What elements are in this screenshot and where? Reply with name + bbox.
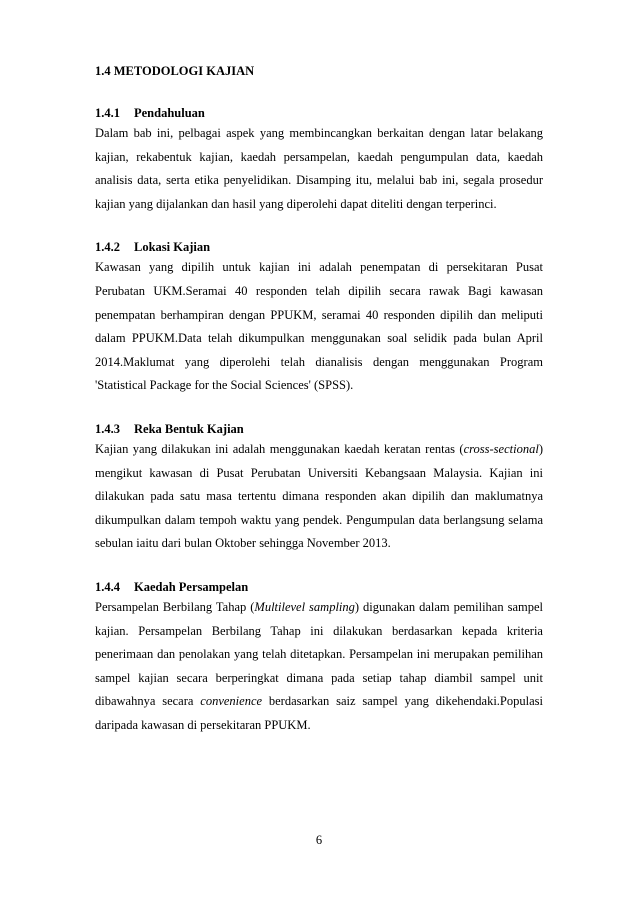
section-heading [95, 104, 543, 122]
section-heading [95, 578, 543, 596]
section-number: 1.4.3 [95, 421, 120, 436]
section-number: 1.4.2 [95, 240, 120, 255]
section-heading [95, 238, 543, 256]
paragraph-text: ) mengikut kawasan di Pusat Perubatan Universiti Kebangsaan Malaysia. Kajian ini dilakukan pada satu masa tertentu dimana responden akan dipilih dan maklumatnya dikumpulkan dalam tempoh waktu yang pendek. Pengumpulan data berlangsung selama sebulan iaitu dari bulan Oktober sehingga November 2013. [95, 441, 543, 551]
section-paragraph [95, 438, 543, 556]
section-paragraph [95, 596, 543, 738]
section-reka-bentuk-kajian [95, 420, 543, 556]
section-number: 1.4.4 [95, 579, 120, 594]
paragraph-text: berdasarkan saiz sampel yang dikehendaki.Populasi daripada kawasan di persekitaran PPUKM. [95, 694, 543, 732]
section-title: Kaedah Persampelan [134, 579, 249, 594]
section-lokasi-kajian [95, 238, 543, 398]
section-pendahuluan [95, 104, 543, 216]
section-title: Pendahuluan [134, 106, 205, 120]
chapter-heading: 1.4 METODOLOGI KAJIAN [95, 64, 255, 78]
paragraph-text: Persampelan Berbilang Tahap ( [95, 599, 255, 614]
section-number: 1.4.1 [95, 106, 120, 120]
section-kaedah-persampelan [95, 578, 543, 738]
section-title: Lokasi Kajian [134, 240, 211, 255]
paragraph-text: Kajian yang dilakukan ini adalah menggunakan kaedah keratan rentas ( [95, 441, 464, 456]
paragraph-italic-term: convenience [200, 694, 263, 709]
section-paragraph: Kawasan yang dipilih untuk kajian ini adalah penempatan di persekitaran Pusat Perubatan UKM.Seramai 40 responden telah dipilih secara rawak Bagi kawasan penempatan berhampiran dengan PPUKM, seramai 40 responden dipilih dan meliputi dalam PPUKM.Data telah dikumpulkan menggunakan soal selidik pada bulan April 2014.Maklumat yang diperolehi telah dianalisis dengan menggunakan Program 'Statistical Package for the Social Sciences' (SPSS). [95, 260, 543, 393]
section-heading [95, 420, 543, 438]
page-number: 6 [315, 833, 323, 847]
paragraph-text: ) digunakan dalam pemilihan sampel kajian. Persampelan Berbilang Tahap ini dilakukan berdasarkan kepada kriteria penerimaan dan penolakan yang telah ditetapkan. Persampelan ini merupakan pemilihan sampel kajian secara berperingkat dimana pada setiap tahap diambil sampel unit dibawahnya secara [95, 599, 543, 709]
paragraph-italic-term: Multilevel sampling [254, 599, 355, 614]
section-title: Reka Bentuk Kajian [134, 421, 244, 436]
paragraph-italic-term: cross-sectional [463, 441, 539, 456]
section-paragraph: Dalam bab ini, pelbagai aspek yang membincangkan berkaitan dengan latar belakang kajian, rekabentuk kajian, kaedah persampelan, kaedah pengumpulan data, kaedah analisis data, serta etika penyelidikan. Disamping itu, melalui bab ini, segala prosedur kajian yang dijalankan dan hasil yang diperolehi dapat diteliti dengan terperinci. [95, 126, 543, 211]
page-content [95, 62, 543, 737]
